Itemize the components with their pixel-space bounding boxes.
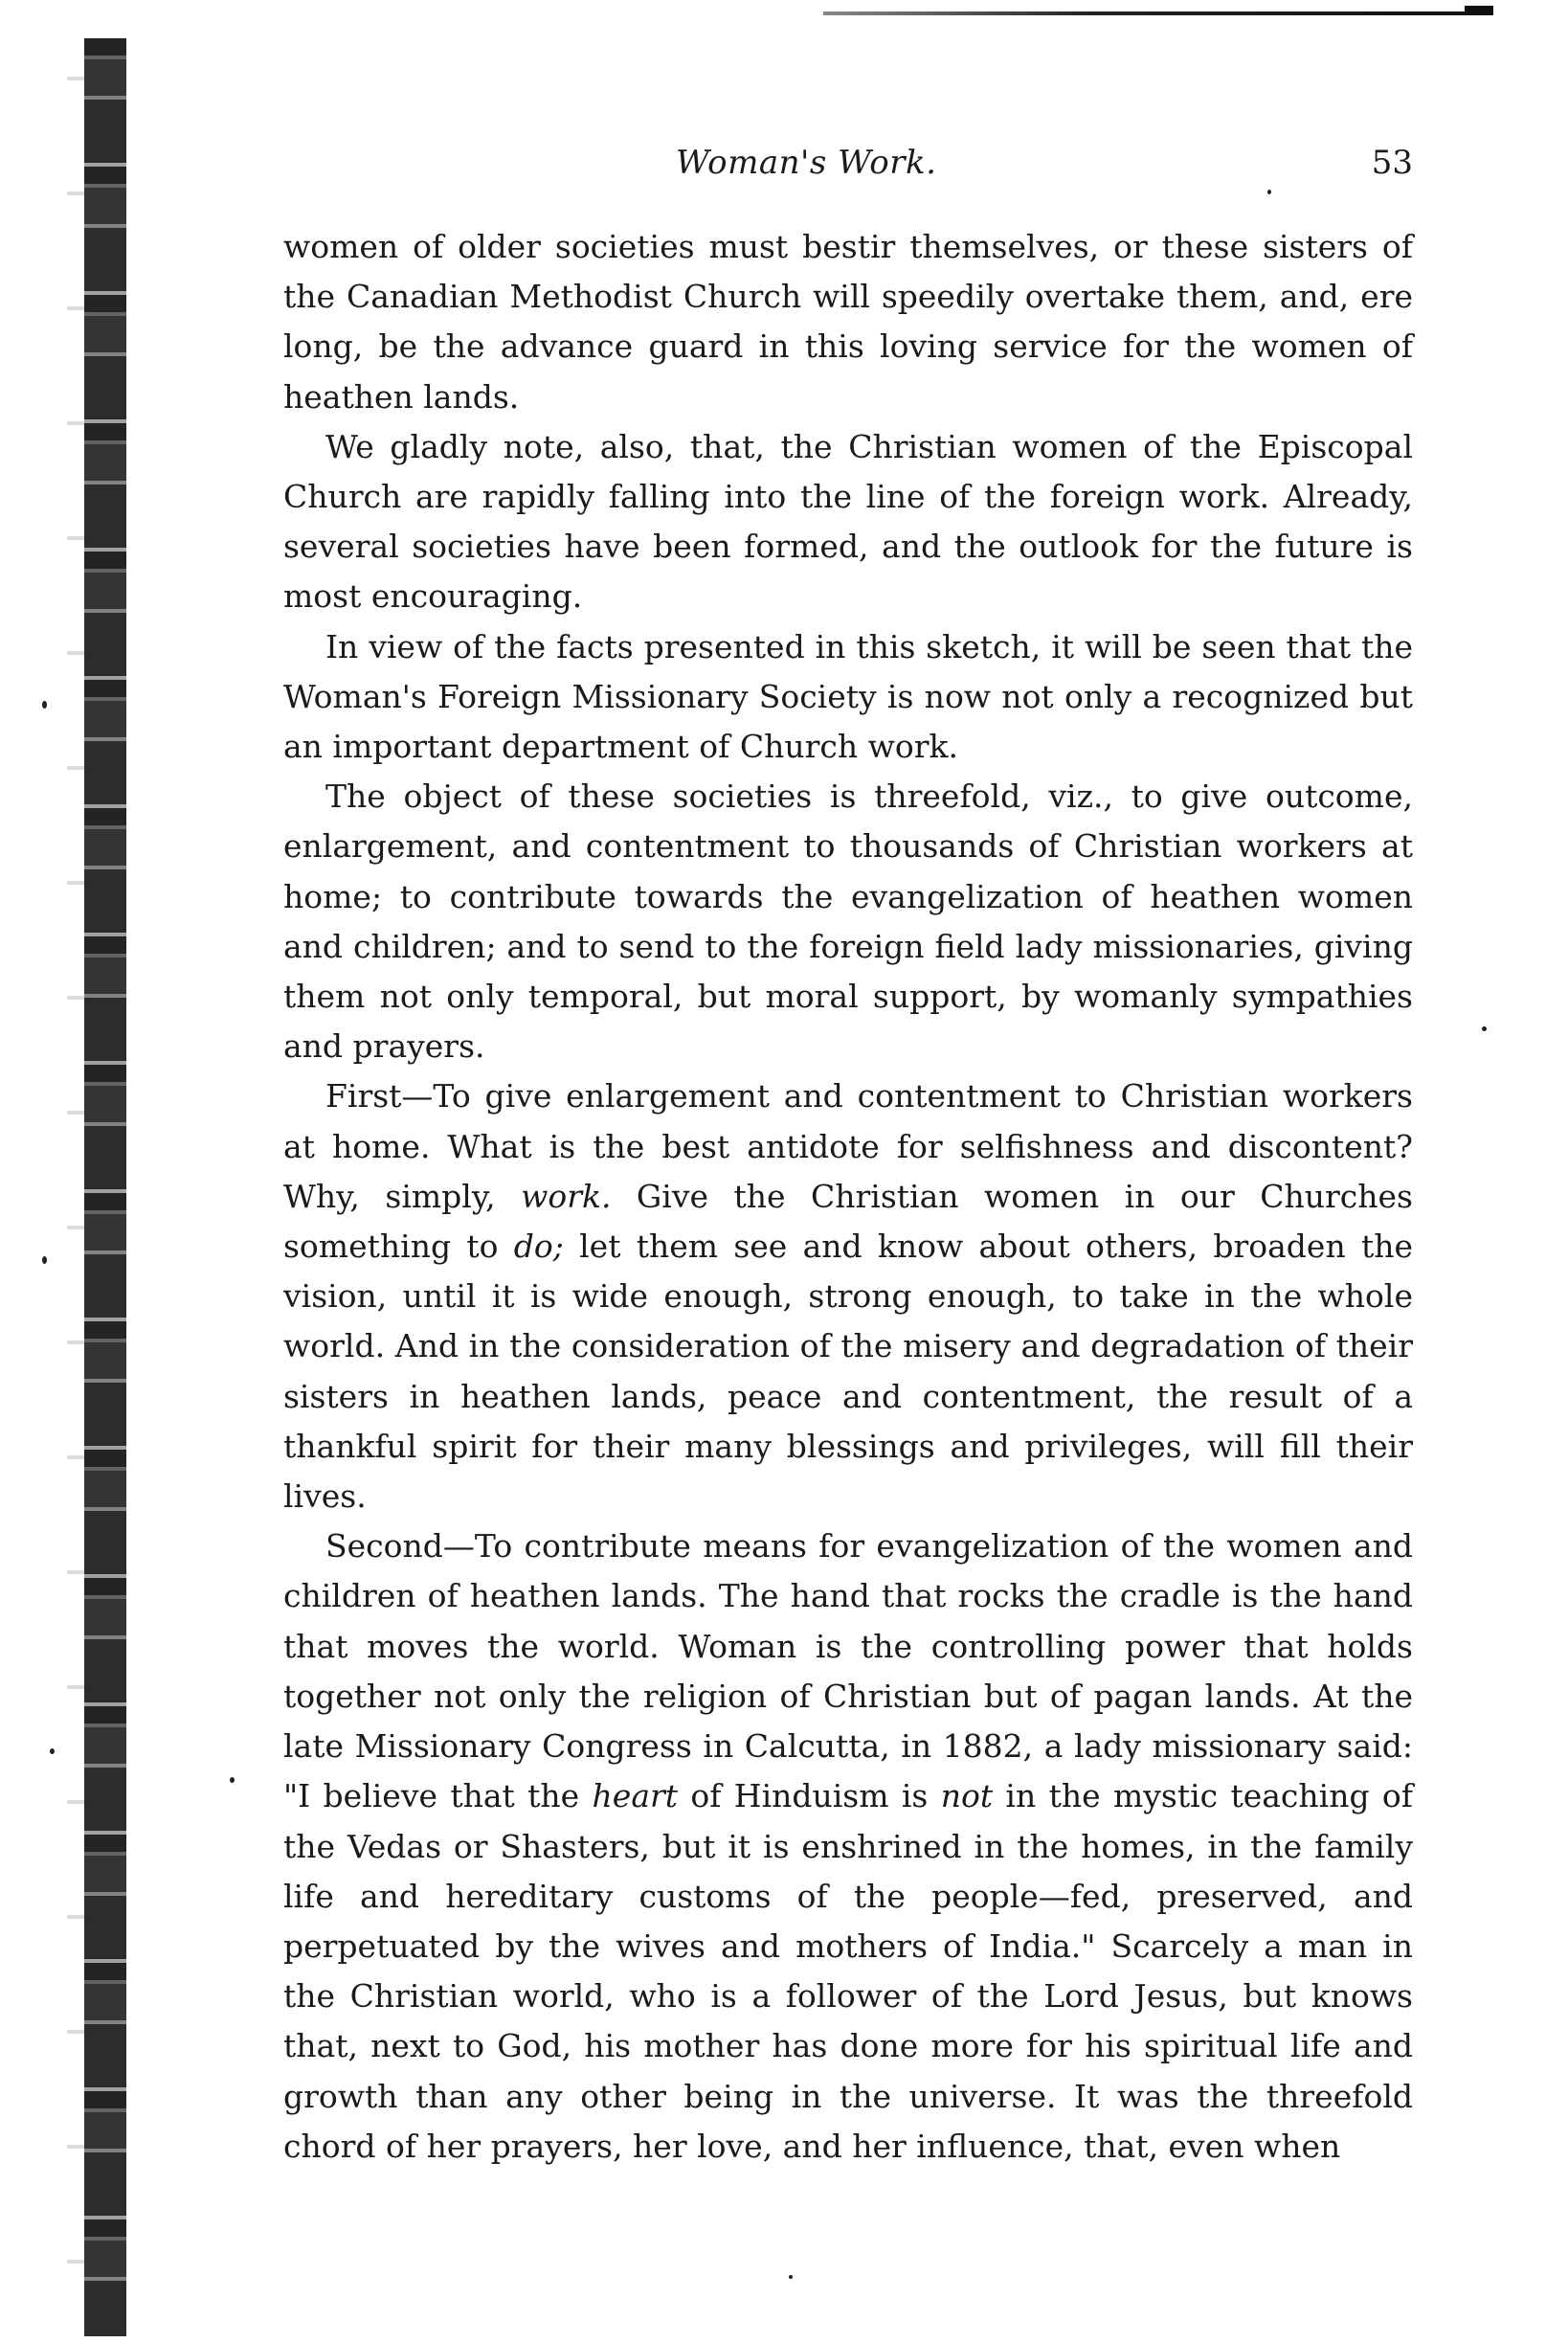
emphasis: work. — [521, 1177, 612, 1215]
paragraph-text: let them see and know about others, broaden the vision, until it is wide enough, strong enough, to take in the whole world. And in the consideration of the misery and degradation of their sisters in heathen lands, peace and contentment, the result of a thankful spirit for their many blessings and privileges, will fill their lives. — [283, 1228, 1413, 1516]
paragraph: We gladly note, also, that, the Christian women of the Episcopal Church are rapidly falling into the line of the foreign work. Already, several societies have been formed, and the outlook for the future is most encouraging. — [283, 427, 1413, 616]
top-rule-mark — [1465, 6, 1493, 15]
running-title: Woman's Work. — [676, 144, 937, 182]
scan-speck — [1482, 1026, 1487, 1031]
top-rule — [823, 11, 1493, 15]
paragraph: women of older societies must bestir themselves, or these sisters of the Canadian Methodist Church will speedily overtake them, and, ere long, be the advance guard in this loving service for the women of heathen lands. — [283, 228, 1413, 416]
paragraph — [283, 1071, 1413, 1521]
scan-speck — [230, 1777, 235, 1783]
body-text — [283, 222, 1413, 2172]
paragraph — [283, 1521, 1413, 2172]
paragraph-text: Give the Christian women in our Churches something to — [283, 1177, 1413, 1266]
paragraph-text: First—To give enlargement and contentment to Christian workers at home. What is the best antidote for selfishness and discontent? Why, simply, — [283, 1077, 1413, 1215]
page-binding-edge — [84, 38, 126, 2336]
scan-speck — [789, 2275, 793, 2279]
paragraph: In view of the facts presented in this sketch, it will be seen that the Woman's Foreign Missionary Society is now not only a recognized but an important department of Church work. — [283, 627, 1413, 766]
emphasis: heart — [592, 1777, 679, 1815]
page-header — [283, 144, 1413, 201]
paragraph-text: Second—To contribute means for evangelization of the women and children of heathen lands. The hand that rocks the cradle is the hand that moves the world. Woman is the controlling power that holds together not only the religion of Christian but of pagan lands. At the late Missionary Congress in Calcutta, in 1882, a lady missionary said: "I believe that the — [283, 1527, 1413, 1815]
binding-shadow — [67, 38, 86, 2336]
scan-speck — [42, 1256, 47, 1264]
scan-speck — [42, 701, 47, 709]
emphasis: do; — [513, 1228, 564, 1266]
scan-speck — [50, 1748, 55, 1754]
paragraph-text: in the mystic teaching of the Vedas or Shasters, but it is enshrined in the homes, in the family life and hereditary customs of the people—fed, preserved, and perpetuated by the wives and mothers of India." Scarcely a man in the Christian world, who is a follower of the Lord Jesus, but knows that, next to God, his mother has done more for his spiritual life and growth than any other being in the universe. It was the threefold chord of her prayers, her love, and her influence, that, even when — [283, 1777, 1414, 2165]
paragraph-text: of Hinduism is — [678, 1777, 941, 1815]
page-number: 53 — [1371, 144, 1413, 182]
emphasis: not — [940, 1777, 994, 1815]
paragraph: The object of these societies is threefold, viz., to give outcome, enlargement, and contentment to thousands of Christian workers at home; to contribute towards the evangelization of heathen women and children; and to send to the foreign field lady missionaries, giving them not only temporal, but moral support, by womanly sympathies and prayers. — [283, 777, 1413, 1066]
